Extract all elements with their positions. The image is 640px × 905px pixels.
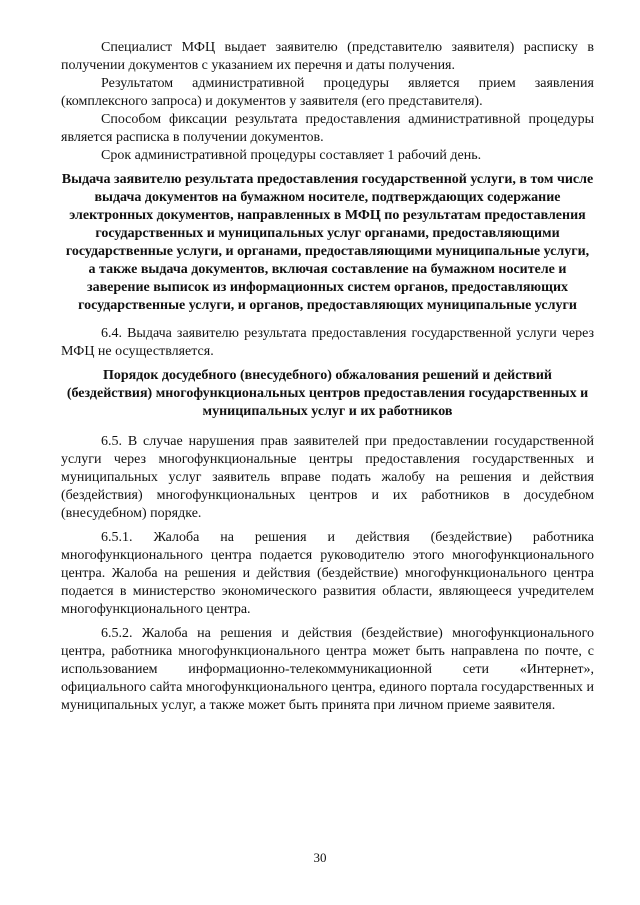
paragraph-6-5-2: 6.5.2. Жалоба на решения и действия (бездействие) многофункционального центра, работника многофункционального центра может быть направлена по почте, с использованием информационно-телекоммуникационной сети «Интернет», официального сайта многофункционального центра, единого портала государственных и муниципальных услуг, а также может быть принята при личном приеме заявителя.	[61, 626, 594, 713]
paragraph-6-5: 6.5. В случае нарушения прав заявителей при предоставлении государственной услуги через многофункциональные центры предоставления государственных и муниципальных услуг заявитель вправе подать жалобу на решения и действия (бездействия) многофункциональных центров и их работников в досудебном (внесудебном) порядке.	[61, 434, 594, 521]
paragraph-receipt-issuance: Специалист МФЦ выдает заявителю (представителю заявителя) расписку в получении документов с указанием их перечня и даты получения.	[61, 40, 594, 73]
paragraph-procedure-result: Результатом административной процедуры является прием заявления (комплексного запроса) и документов у заявителя (его представителя).	[61, 76, 594, 109]
page-content	[61, 39, 594, 715]
paragraph-result-fixation: Способом фиксации результата предоставления административной процедуры является расписка в получении документов.	[61, 112, 594, 145]
page-number: 30	[313, 850, 327, 865]
paragraph-6-5-1: 6.5.1. Жалоба на решения и действия (бездействие) работника многофункционального центра подается руководителю этого многофункционального центра. Жалоба на решения и действия (бездействие) многофункционального центра подается в министерство экономического развития области, являющееся учредителем многофункционального центра.	[61, 530, 594, 617]
section-heading-appeal-procedure: Порядок досудебного (внесудебного) обжалования решений и действий (бездействия) многофункциональных центров предоставления государственных и муниципальных услуг и их работников	[66, 368, 589, 419]
paragraph-6-4: 6.4. Выдача заявителю результата предоставления государственной услуги через МФЦ не осуществляется.	[61, 326, 594, 359]
paragraph-procedure-term: Срок административной процедуры составляет 1 рабочий день.	[101, 148, 482, 163]
section-heading-result-issuance: Выдача заявителю результата предоставления государственной услуги, в том числе выдача документов на бумажном носителе, подтверждающих содержание электронных документов, направленных в МФЦ по результатам предоставления государственных и муниципальных услуг органами, предоставляющими государственные услуги, и органами, предоставляющими муниципальные услуги, а также выдача документов, включая составление на бумажном носителе и заверение выписок из информационных систем органов, предоставляющих государственные услуги, и органов, предоставляющих муниципальные услуги	[61, 172, 594, 313]
